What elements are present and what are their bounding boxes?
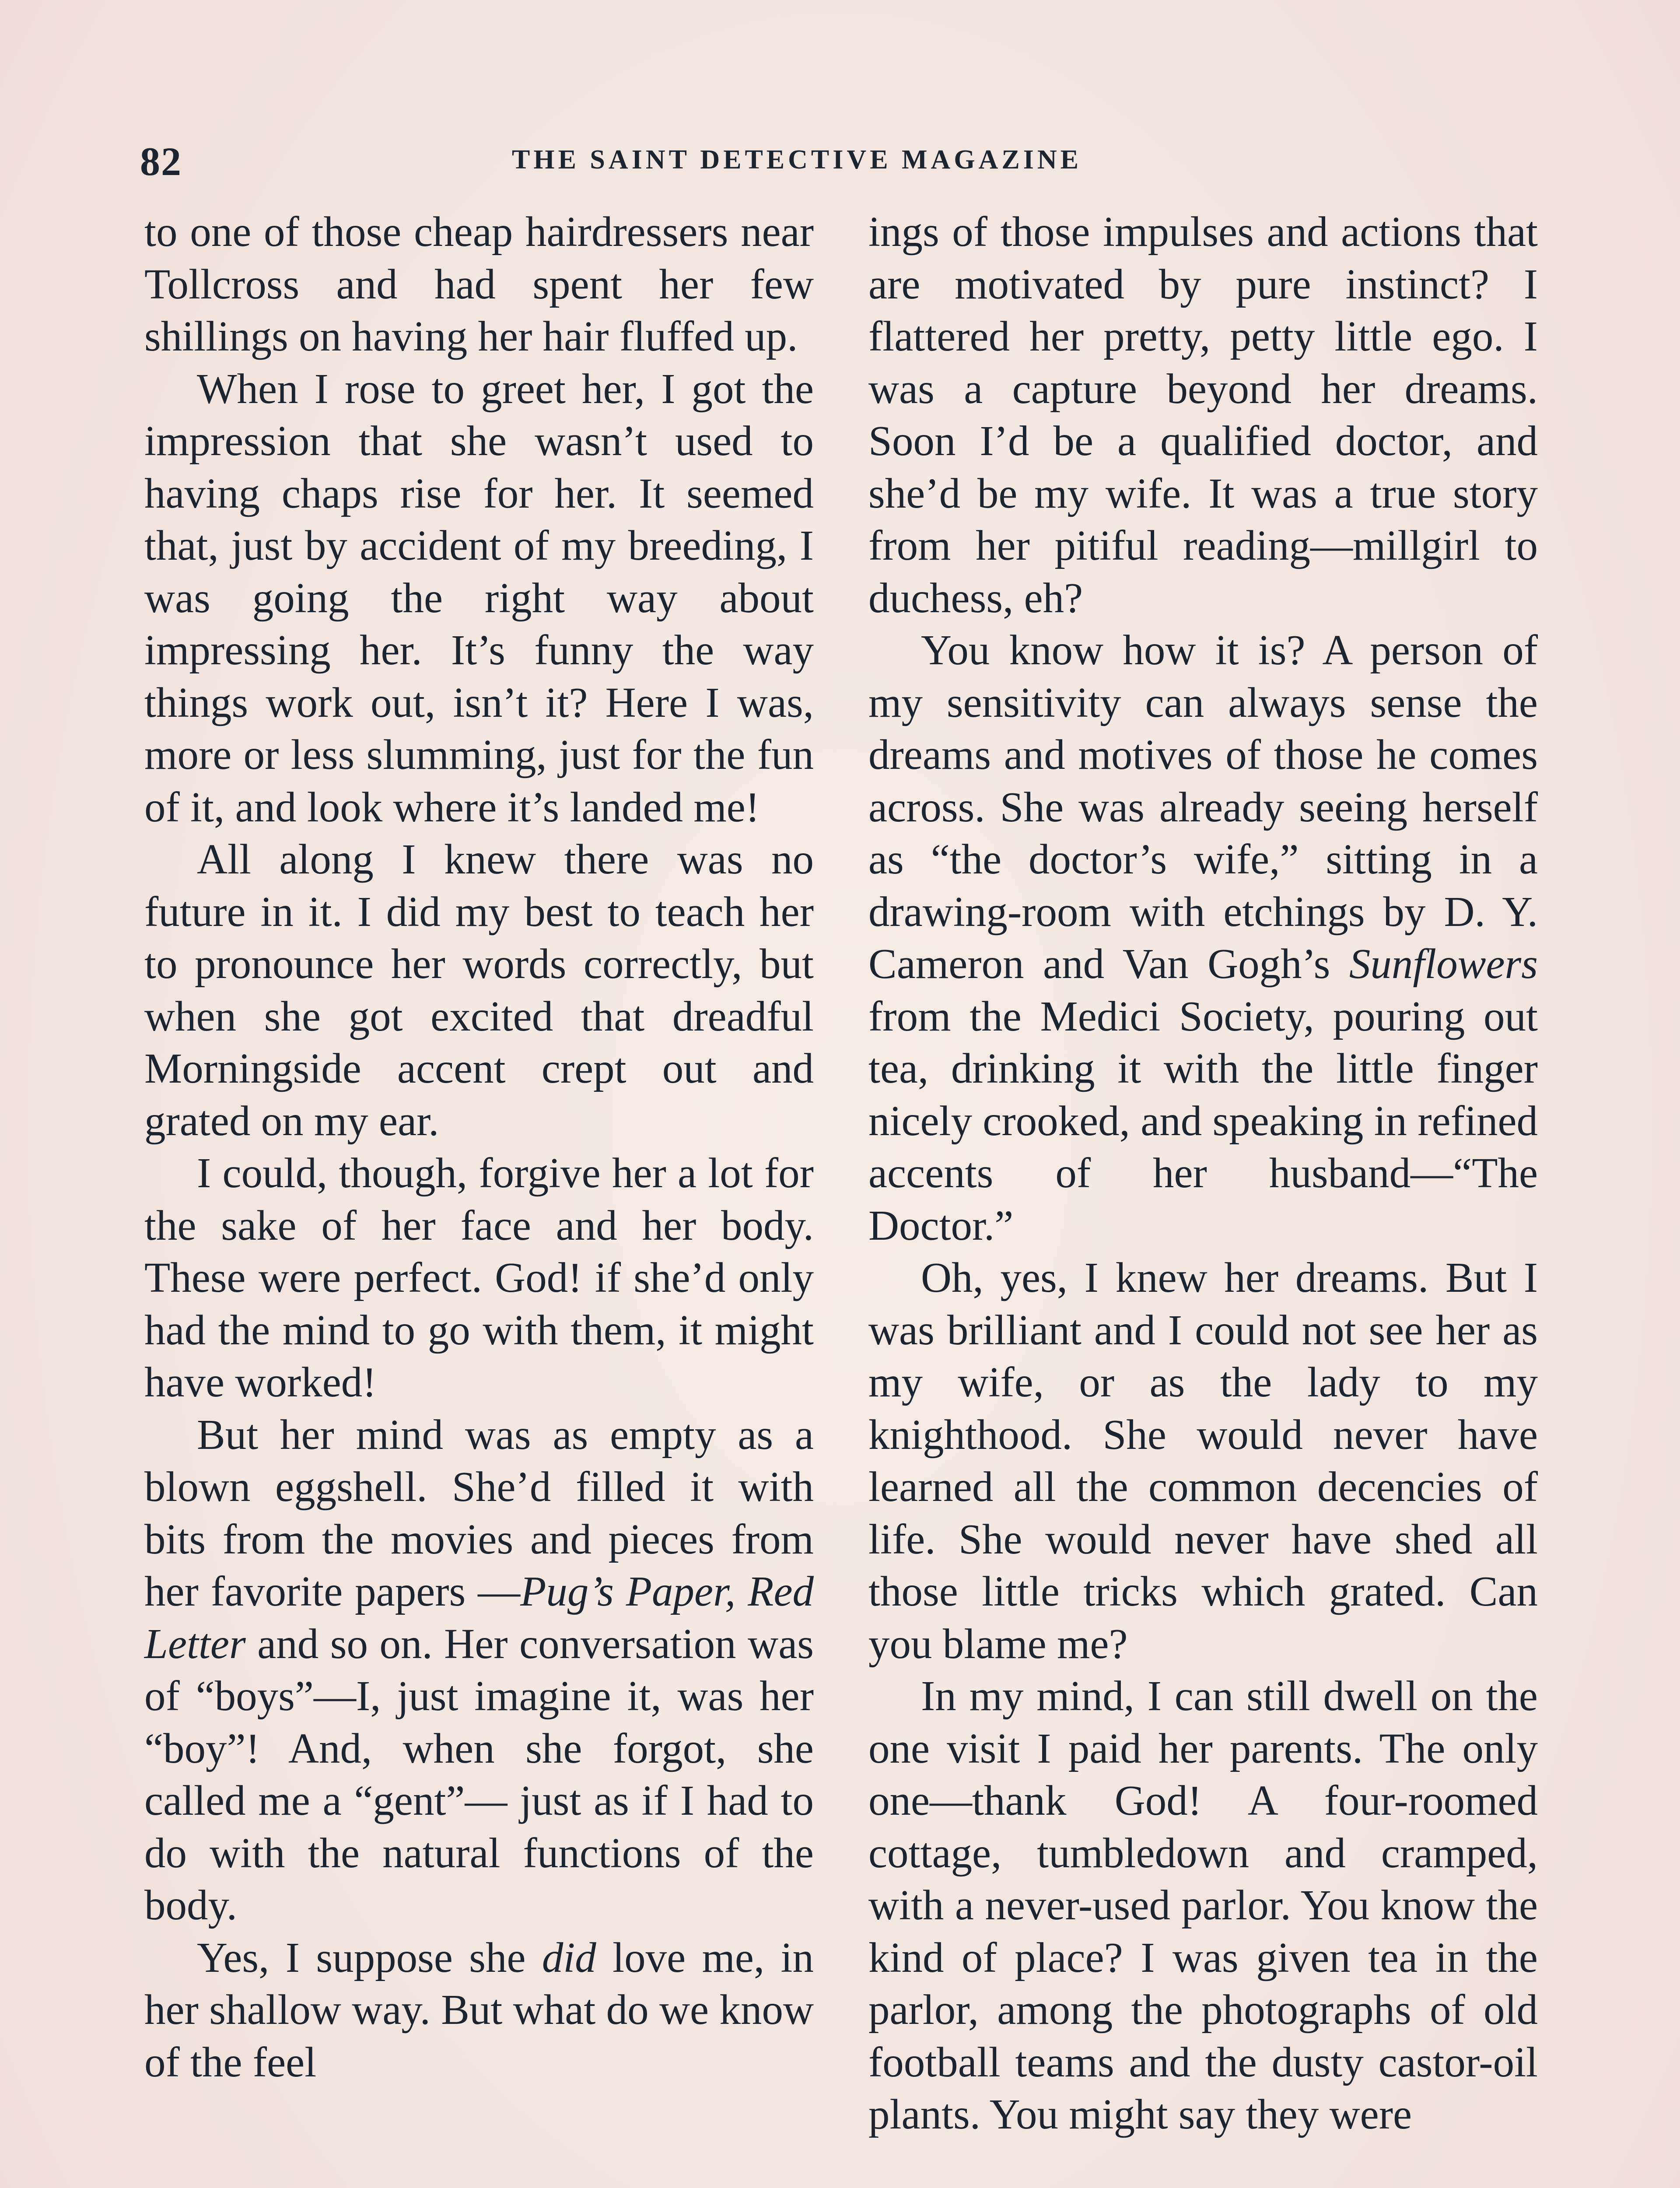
paragraph: to one of those cheap hairdressers near Tollcross and had spent her few shillings on having her hair fluffed up.	[144, 208, 814, 360]
italic-title: Pug’s Paper, Red Letter	[144, 1568, 814, 1667]
paragraph	[144, 1409, 814, 1932]
paragraph-text: and so on. Her conversation was of “boys”—I, just imagine it, was her “boy”! And, when she forgot, she called me a “gent”— just as if I had to do with the natural functions of the body.	[144, 1620, 814, 1929]
paragraph: I could, though, forgive her a lot for the sake of her face and her body. These were perfect. God! if she’d only had the mind to go with them, it might have worked!	[144, 1150, 814, 1406]
paragraph-text: from the Medici Society, pouring out tea, drinking it with the little finger nicely crooked, and speaking in refined accents of her husband—“The Doctor.”	[868, 992, 1538, 1249]
paragraph-text: Yes, I suppose she	[197, 1934, 542, 1981]
page-header	[140, 138, 1531, 182]
paragraph: When I rose to greet her, I got the impression that she wasn’t used to having chaps rise for her. It seemed that, just by accident of my breeding, I was going the right way about impressing her. It’s funny the way things work out, isn’t it? Here I was, more or less slumming, just for the fun of it, and look where it’s landed me!	[144, 365, 814, 831]
paragraph: Oh, yes, I knew her dreams. But I was brilliant and I could not see her as my wife, or as the lady to my knighthood. She would never have learned all the common decencies of life. She would never have shed all those little tricks which grated. Can you blame me?	[868, 1254, 1538, 1667]
paragraph	[868, 624, 1538, 1252]
paragraph	[144, 1932, 814, 2089]
paragraph: ings of those impulses and actions that are motivated by pure instinct? I flattered her pretty, petty little ego. I was a capture beyond her dreams. Soon I’d be a qualified doctor, and she’d be my wife. It was a true story from her pitiful reading—millgirl to duchess, eh?	[868, 208, 1538, 621]
paragraph: In my mind, I can still dwell on the one visit I paid her parents. The only one—thank God! A four-roomed cottage, tumbledown and cramped, with a never-used parlor. You know the kind of place? I was given tea in the parlor, among the photographs of old football teams and the dusty castor-oil plants. You might say they were	[868, 1673, 1538, 2138]
paragraph: All along I knew there was no future in it. I did my best to teach her to pronounce her words correctly, but when she got excited that dreadful Morningside accent crept out and grated on my ear.	[144, 836, 814, 1144]
paragraph-text: But her mind was as empty as a blown eggshell. She’d filled it with bits from the movies and pieces from her favorite papers —	[144, 1411, 814, 1615]
italic-title: Sunflowers	[1349, 940, 1538, 987]
right-column	[868, 206, 1538, 2141]
paragraph-text: love me, in her shallow way. But what do we know of the feel	[144, 1934, 814, 2086]
page-number: 82	[140, 139, 182, 184]
italic-emphasis: did	[542, 1934, 596, 1981]
paragraph-text: You know how it is? A person of my sensitivity can always sense the dreams and motives of those he comes across. She was already seeing herself as “the doctor’s wife,” sitting in a drawing-room with etchings by D. Y. Cameron and Van Gogh’s	[868, 627, 1538, 987]
left-column	[144, 206, 814, 2088]
running-title: THE SAINT DETECTIVE MAGAZINE	[512, 145, 1082, 175]
